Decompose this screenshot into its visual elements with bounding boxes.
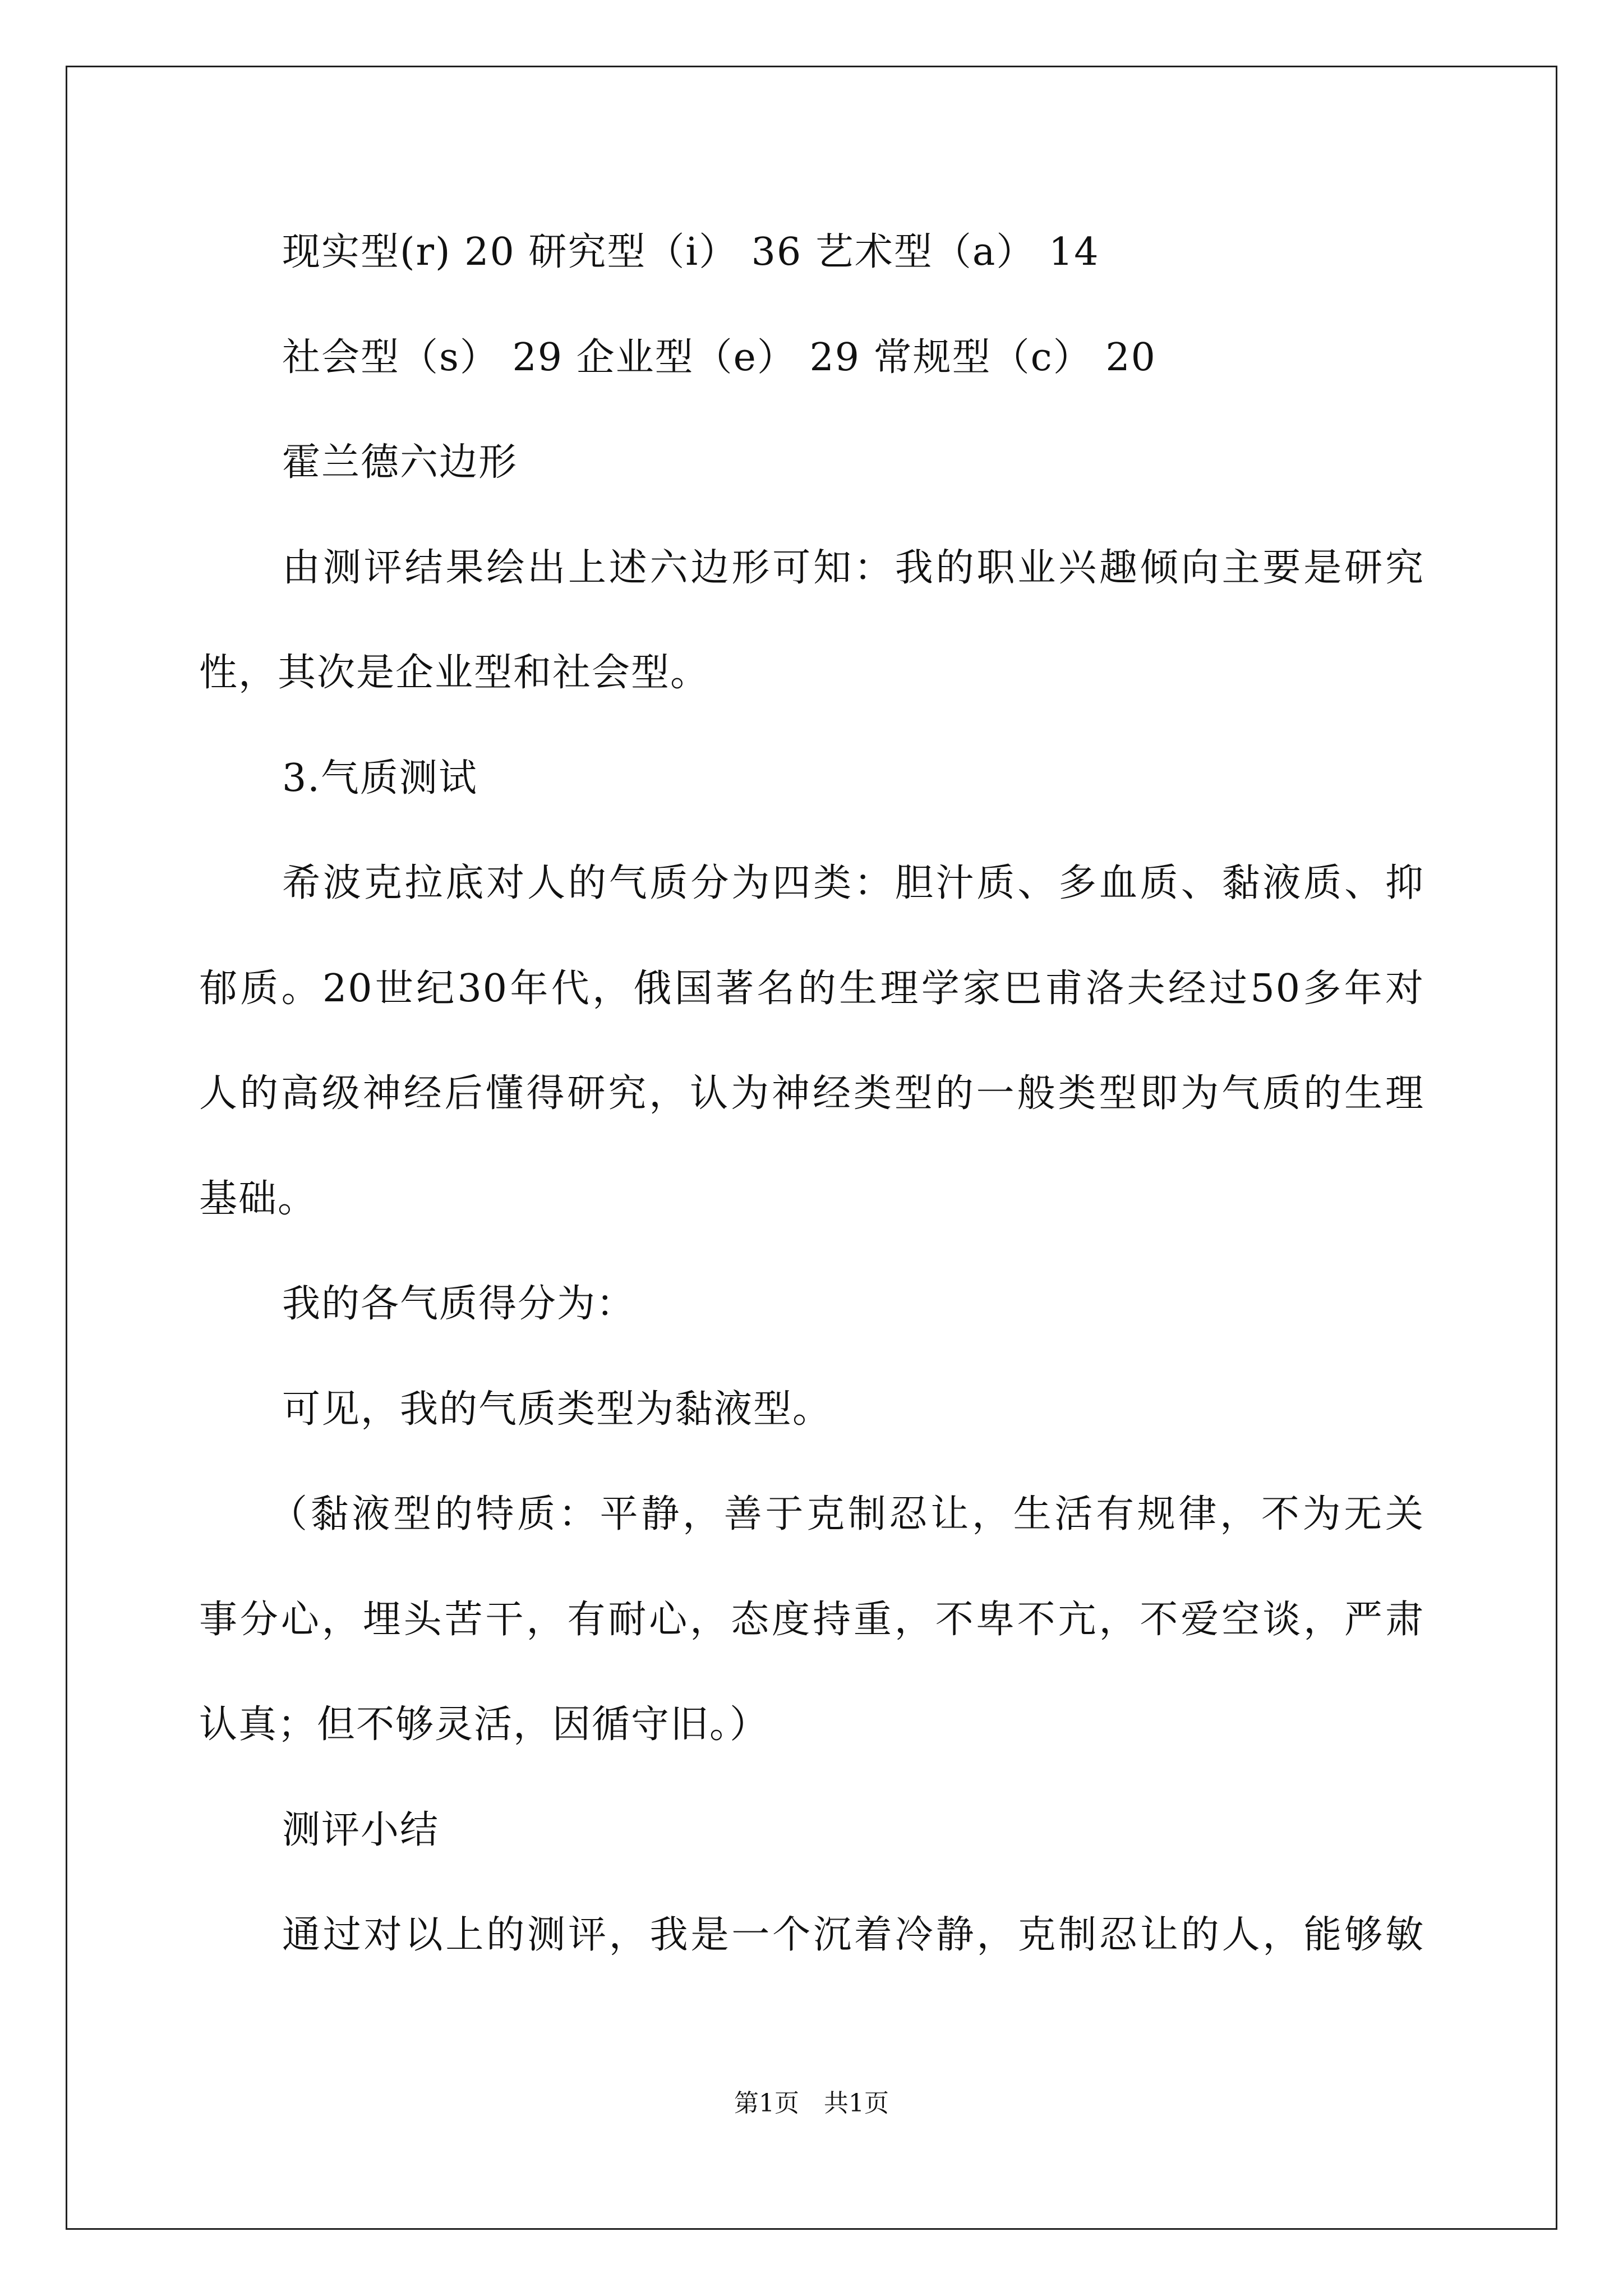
holland-hexagon-heading: 霍兰德六边形: [282, 440, 518, 485]
assessment-summary-heading: 测评小结: [282, 1808, 440, 1852]
page-border: [66, 66, 1557, 2230]
phlegmatic-traits-line-2: 事分心，埋头苦干，有耐心，态度持重，不卑不亢，不爱空谈，严肃: [199, 1598, 1424, 1642]
phlegmatic-traits-line-1: （黏液型的特质：平静，善于克制忍让，生活有规律，不为无关: [269, 1492, 1424, 1536]
temperament-test-heading: 3.气质测试: [282, 756, 478, 800]
page-footer: 第1页 共1页: [734, 2089, 889, 2118]
temperament-intro-line-3: 人的高级神经后懂得研究，认为神经类型的一般类型即为气质的生理: [199, 1071, 1424, 1116]
temperament-intro-line-4: 基础。: [199, 1177, 317, 1221]
phlegmatic-traits-line-3: 认真；但不够灵活，因循守旧。）: [199, 1703, 769, 1747]
assessment-summary-line-1: 通过对以上的测评，我是一个沉着冷静，克制忍让的人，能够敏: [282, 1913, 1424, 1957]
holland-scores-line-2: 社会型（s） 29 企业型（e） 29 常规型（c） 20: [282, 335, 1156, 380]
hexagon-conclusion-line-1: 由测评结果绘出上述六边形可知：我的职业兴趣倾向主要是研究: [282, 546, 1424, 590]
temperament-intro-line-2: 郁质。20世纪30年代，俄国著名的生理学家巴甫洛夫经过50多年对: [199, 967, 1424, 1011]
hexagon-conclusion-line-2: 性，其次是企业型和社会型。: [199, 651, 710, 695]
holland-scores-line-1: 现实型(r) 20 研究型（i） 36 艺术型（a） 14: [282, 230, 1100, 274]
temperament-scores-label: 我的各气质得分为：: [282, 1282, 636, 1326]
temperament-intro-line-1: 希波克拉底对人的气质分为四类：胆汁质、多血质、黏液质、抑: [282, 861, 1424, 905]
temperament-result: 可见，我的气质类型为黏液型。: [282, 1387, 832, 1432]
